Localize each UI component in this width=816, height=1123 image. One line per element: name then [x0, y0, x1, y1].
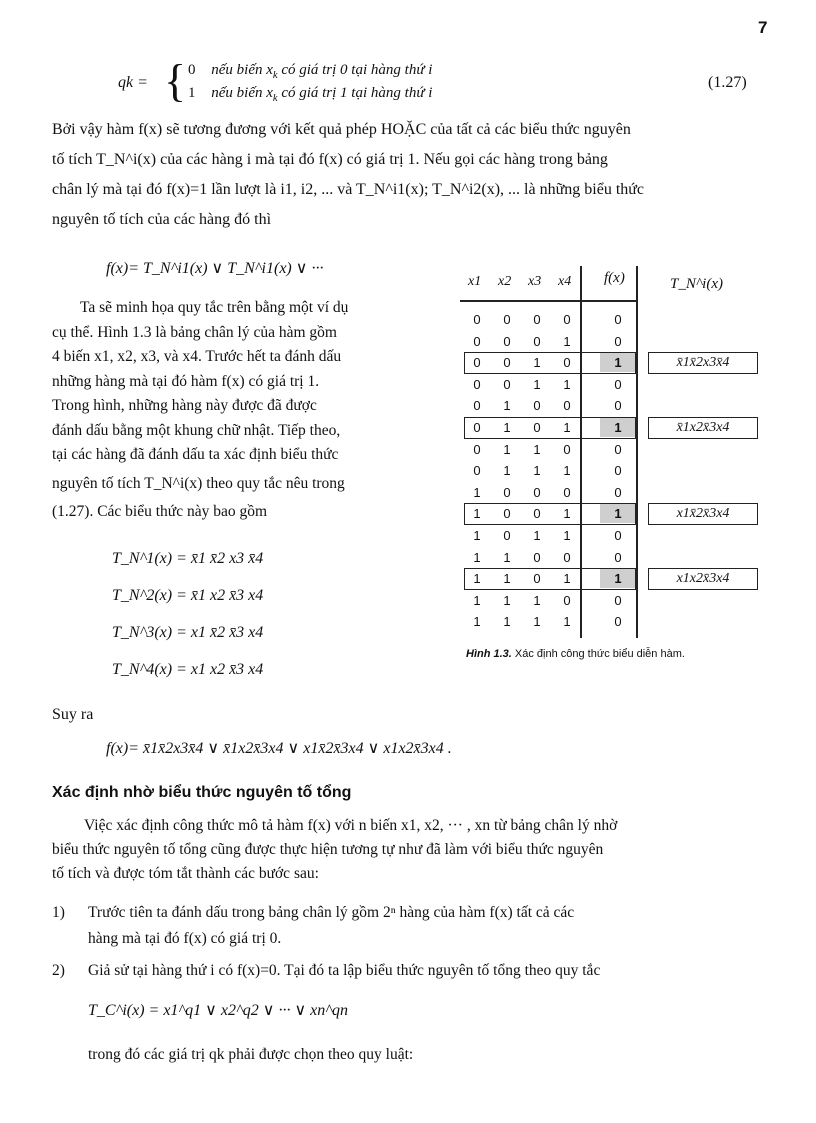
text-line: đánh dấu bằng một khung chữ nhật. Tiếp theo,	[52, 421, 341, 439]
text-line: cụ thể. Hình 1.3 là bảng chân lý của hàm gồm	[52, 323, 337, 341]
table-cell-x1: 0	[473, 312, 481, 327]
table-cell-x4: 0	[563, 312, 571, 327]
table-caption: Hình 1.3. Xác định công thức biểu diễn hàm.	[466, 648, 685, 660]
term-1: T_N^1(x) = x̄1 x̄2 x3 x̄4	[112, 550, 264, 567]
text-line: tại các hàng đã đánh dấu ta xác định biểu thức	[52, 446, 339, 463]
table-cell-x4: 1	[563, 571, 571, 587]
marked-row-box	[464, 568, 636, 590]
table-cell-x3: 1	[533, 441, 541, 457]
table-cell-x3: 0	[533, 571, 541, 587]
table-row	[460, 483, 760, 502]
last-line: trong đó các giá trị qk phải được chọn theo quy luật:	[88, 1046, 414, 1063]
marked-row-box	[464, 417, 636, 439]
table-cell-x3: 1	[533, 528, 541, 543]
table-cell-x4: 1	[563, 506, 571, 522]
table-cell-x4: 0	[563, 355, 571, 371]
divider	[460, 300, 638, 302]
table-row	[460, 396, 760, 415]
table-cell-x1: 1	[473, 549, 481, 565]
text-line: 4 biến x1, x2, x3, và x4. Trước hết ta đánh dấu	[52, 348, 342, 365]
text-line: chân lý mà tại đó f(x)=1 lần lượt là i1, i2, ... và T_N^i1(x); T_N^i2(x), ... là những biểu thức	[52, 181, 645, 198]
formula-f: f(x)= T_N^i1(x) ∨ T_N^i1(x) ∨ ···	[106, 260, 324, 277]
table-cell-x4: 1	[563, 376, 571, 392]
table-cell-f: 1	[600, 353, 636, 372]
steps-list	[52, 900, 782, 984]
table-cell-f: 0	[614, 376, 622, 392]
table-cell-x4: 0	[563, 441, 571, 457]
table-cell-x1: 0	[473, 376, 481, 392]
text-line: biểu thức nguyên tố tổng cũng được thực hiện tương tự như đã làm với biểu thức nguyên	[52, 841, 604, 858]
marked-row-box	[464, 503, 636, 525]
table-cell-f: 0	[614, 484, 622, 500]
table-cell-x1: 0	[473, 463, 481, 479]
term-4: T_N^4(x) = x1 x2 x̄3 x4	[112, 661, 264, 678]
tn-expression: x̄1x̄2x3x̄4	[648, 352, 758, 374]
table-cell-f: 0	[614, 528, 622, 543]
table-cell-x4: 1	[563, 333, 571, 349]
tn-expression: x̄1x2x̄3x4	[648, 417, 758, 439]
table-cell-x3: 1	[533, 376, 541, 392]
table-cell-x3: 1	[533, 355, 541, 371]
table-cell-x1: 1	[473, 592, 481, 608]
table-cell-x3: 1	[533, 614, 541, 630]
table-row	[460, 461, 760, 480]
table-cell-x3: 0	[533, 484, 541, 500]
table-cell-f: 0	[614, 592, 622, 608]
table-cell-f: 1	[600, 569, 636, 588]
table-cell-x2: 0	[503, 506, 511, 522]
table-cell-x1: 0	[473, 441, 481, 457]
table-cell-x2: 1	[503, 441, 511, 457]
tn-expression: x1x̄2x̄3x4	[648, 503, 758, 525]
table-cell-x2: 1	[503, 571, 511, 587]
table-row	[460, 612, 760, 631]
table-cell-x3: 0	[533, 549, 541, 565]
table-cell-x2: 0	[503, 312, 511, 327]
table-row	[460, 591, 760, 610]
table-row	[460, 418, 760, 437]
table-cell-x4: 1	[563, 614, 571, 630]
table-cell-x2: 0	[503, 355, 511, 371]
qk-lhs: qk =	[118, 74, 148, 91]
table-cell-x4: 1	[563, 420, 571, 435]
equation-number: (1.27)	[708, 74, 747, 91]
table-row	[460, 440, 760, 459]
text-line: những hàng mà tại đó hàm f(x) có giá trị 1.	[52, 372, 320, 390]
table-cell-f: 1	[600, 504, 636, 523]
qk-case-1: 1 nếu biến $x_k$ có giá trị 1 tại hàng thứ i	[188, 85, 433, 104]
table-row	[460, 332, 760, 351]
paragraph-1	[52, 118, 782, 232]
table-cell-f: 0	[614, 398, 622, 414]
table-cell-x3: 0	[533, 398, 541, 414]
table-cell-f: 0	[614, 549, 622, 565]
header-x1: x1	[468, 274, 482, 289]
table-row	[460, 353, 760, 372]
header-x4: x4	[558, 274, 572, 289]
table-cell-x2: 0	[503, 376, 511, 392]
table-cell-x3: 0	[533, 506, 541, 522]
truth-table	[460, 266, 760, 662]
section-title: Xác định nhờ biểu thức nguyên tố tổng	[52, 784, 352, 801]
table-cell-x4: 0	[563, 549, 571, 565]
table-cell-x1: 1	[473, 506, 481, 522]
result-formula: f(x)= x̄1x̄2x3x̄4 ∨ x̄1x2x̄3x4 ∨ x1x̄2x̄3x4 ∨ x1x2x̄3x4 .	[106, 740, 452, 757]
table-cell-x1: 0	[473, 420, 481, 435]
text-line: (1.27). Các biểu thức này bao gồm	[52, 503, 268, 520]
table-cell-x4: 1	[563, 463, 571, 479]
table-cell-x1: 1	[473, 614, 481, 630]
table-cell-x2: 1	[503, 463, 511, 479]
tn-expression: x1x2x̄3x4	[648, 568, 758, 590]
terms-list	[112, 540, 263, 688]
step-1: 1) Trước tiên ta đánh dấu trong bảng chân lý gồm 2ⁿ hàng của hàm f(x) tất cả các hàng mà tại đó f(x) có giá trị 0.	[52, 904, 575, 947]
table-row	[460, 569, 760, 588]
table-cell-x4: 0	[563, 484, 571, 500]
text-line: Bởi vậy hàm f(x) sẽ tương đương với kết quả phép HOẶC của tất cả các biểu thức nguyên	[52, 121, 631, 138]
text-line: nguyên tố tích T_N^i(x) theo quy tắc nêu trong	[52, 474, 345, 492]
table-cell-x4: 0	[563, 398, 571, 414]
paragraph-3	[52, 814, 782, 886]
term-2: T_N^2(x) = x̄1 x2 x̄3 x4	[112, 587, 264, 604]
table-cell-x2: 1	[503, 592, 511, 608]
step-2: 2) Giả sử tại hàng thứ i có f(x)=0. Tại đó ta lập biểu thức nguyên tố tổng theo quy tắc	[52, 962, 601, 979]
text-line: tố tích và được tóm tắt thành các bước sau:	[52, 865, 319, 882]
tc-formula: T_C^i(x) = x1^q1 ∨ x2^q2 ∨ ··· ∨ xn^qn	[88, 1002, 349, 1019]
table-cell-x2: 1	[503, 420, 511, 435]
table-cell-x1: 1	[473, 484, 481, 500]
paragraph-2	[52, 296, 452, 525]
table-cell-x2: 1	[503, 614, 511, 630]
term-3: T_N^3(x) = x1 x̄2 x̄3 x4	[112, 624, 264, 641]
table-cell-x2: 0	[503, 333, 511, 349]
table-cell-f: 0	[614, 614, 622, 630]
table-cell-x1: 1	[473, 528, 481, 543]
qk-definition	[118, 55, 778, 110]
brace-icon: {	[164, 55, 187, 106]
table-cell-x2: 1	[503, 398, 511, 414]
header-f: f(x)	[604, 270, 625, 286]
table-cell-x3: 0	[533, 333, 541, 349]
table-cell-x1: 0	[473, 355, 481, 371]
table-row	[460, 375, 760, 394]
table-cell-x3: 0	[533, 420, 541, 435]
marked-row-box	[464, 352, 636, 374]
table-cell-f: 0	[614, 441, 622, 457]
text-line: tố tích T_N^i(x) của các hàng i mà tại đó f(x) có giá trị 1. Nếu gọi các hàng trong bảng	[52, 151, 608, 168]
table-cell-x3: 1	[533, 463, 541, 479]
table-cell-x1: 0	[473, 333, 481, 349]
table-row	[460, 504, 760, 523]
text-line: Trong hình, những hàng này được đã được	[52, 397, 317, 414]
text-line: Việc xác định công thức mô tả hàm f(x) với n biến x1, x2, ··· , xn từ bảng chân lý nhờ	[84, 817, 618, 834]
table-cell-f: 0	[614, 333, 622, 349]
table-cell-x4: 0	[563, 592, 571, 608]
table-cell-f: 0	[614, 463, 622, 479]
table-cell-f: 0	[614, 312, 622, 327]
table-cell-x2: 0	[503, 528, 511, 543]
table-cell-x3: 1	[533, 592, 541, 608]
table-row	[460, 526, 760, 545]
header-x3: x3	[528, 274, 542, 289]
header-x2: x2	[498, 274, 512, 289]
table-cell-x2: 0	[503, 484, 511, 500]
text-line: Ta sẽ minh họa quy tắc trên bằng một ví dụ	[80, 299, 349, 316]
table-row	[460, 310, 760, 329]
header-tn: T_N^i(x)	[670, 276, 723, 292]
qk-case-0: 0 nếu biến $x_k$ có giá trị 0 tại hàng thứ i	[188, 62, 433, 81]
table-cell-f: 1	[600, 418, 636, 437]
table-cell-x4: 1	[563, 528, 571, 543]
text-line: nguyên tố tích của các hàng đó thì	[52, 211, 272, 228]
table-cell-x3: 0	[533, 312, 541, 327]
table-cell-x1: 1	[473, 571, 481, 587]
page-number: 7	[758, 18, 768, 37]
table-cell-x1: 0	[473, 398, 481, 414]
table-cell-x2: 1	[503, 549, 511, 565]
table-row	[460, 548, 760, 567]
suy-ra: Suy ra	[52, 706, 94, 723]
